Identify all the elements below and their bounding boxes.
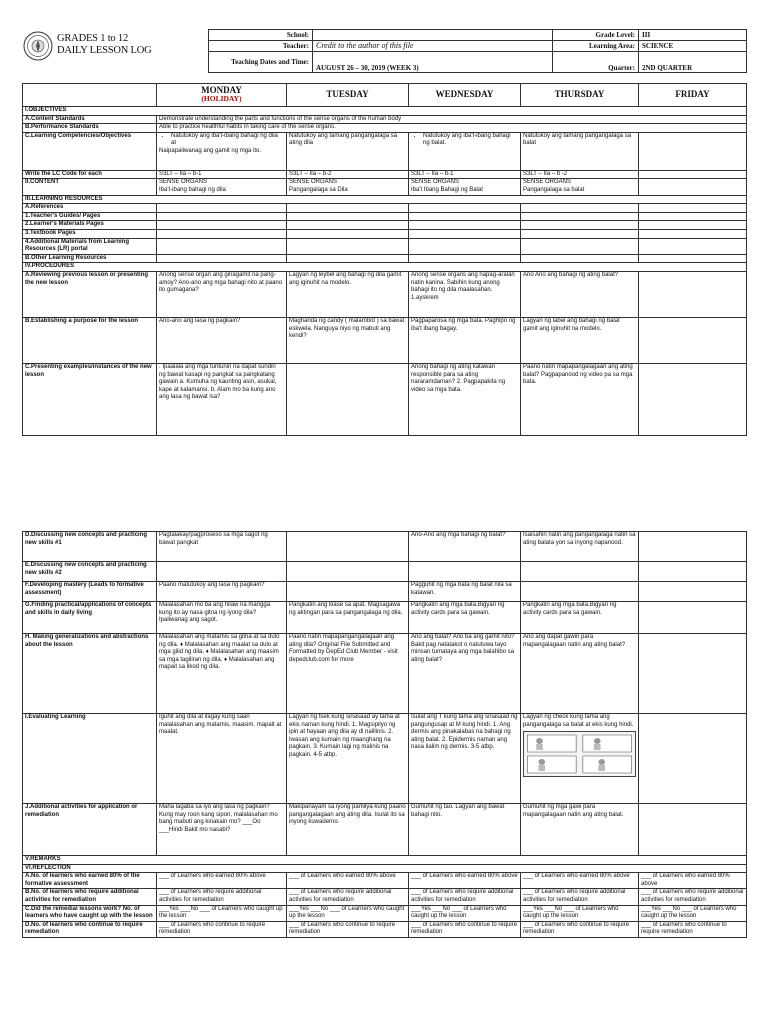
empty-cell [157, 221, 287, 230]
reflection-d-thursday: ___ of Learners who continue to require remediation [521, 921, 639, 937]
generalizations-tuesday: Paano natin mapapangangalagaan ang ating dila? Original File Submitted and Formatted by DepEd Club Member - visit depedclub.com for more [287, 634, 409, 714]
reflection-a-label: A.No. of learners who earned 80% of the formative assessment [23, 873, 157, 889]
reflection-b-label: B.No. of learners who require additional activities for remediation [23, 889, 157, 905]
additional-materials-label: 4.Additional Materials from Learning Resources (LR) portal [23, 238, 157, 254]
empty-cell [521, 562, 639, 582]
competencies-monday-item: • Natutukoy ang iba't-ibang bahagi ng dila at [171, 133, 284, 148]
reflection-d-monday: ___ of Learners who continue to require remediation [157, 921, 287, 937]
evaluating-thursday [521, 714, 639, 804]
mastery-friday [639, 582, 747, 602]
evaluating-thursday-text: Lagyan ng check kung tama ang pangangalaga sa balat at ekis kung hindi. [523, 714, 634, 728]
quarter-value: 2ND QUARTER [639, 52, 747, 73]
reflection-c-friday: ___Yes ___No ___ of Learners who caught up the lesson [639, 905, 747, 921]
empty-cell [639, 238, 747, 254]
discuss2-label: E.Discussing new concepts and practicing new skills #2 [23, 562, 157, 582]
content-wednesday-topic: SENSE ORGANS [411, 179, 460, 186]
reflection-c-tuesday: ___Yes ___No ___ of Learners who caught up the lesson [287, 905, 409, 921]
applications-monday: Malalasahan mo ba ang hilaw na mangga kung ito ay nasa gitna ng iyong dila? Ipaliwanag ang sagot. [157, 602, 287, 634]
title-line-1: GRADES 1 to 12 [57, 33, 128, 44]
applications-label: G.Finding practical/applications of concepts and skills in daily living [23, 602, 157, 634]
section-objectives: I.OBJECTIVES [23, 107, 747, 116]
teacher-label: Teacher: [209, 41, 313, 52]
empty-cell [157, 238, 287, 254]
reflection-b-monday: ___ of Learners who require additional activities for remediation [157, 889, 287, 905]
mastery-wednesday: Pagguhit ng mga bata ng balat nila sa katawan. [409, 582, 521, 602]
lc-code-monday: S3LT – IIa – b-1 [157, 170, 287, 179]
competencies-wednesday [409, 132, 521, 170]
reflection-a-monday: ___ of Learners who earned 80% above [157, 873, 287, 889]
empty-cell [157, 254, 287, 263]
mastery-thursday [521, 582, 639, 602]
empty-cell [409, 212, 521, 221]
reflection-a-tuesday: ___ of Learners who earned 80% above [287, 873, 409, 889]
references-label: A.References [23, 204, 157, 213]
additional-friday [639, 804, 747, 856]
competencies-wednesday-item: • Natutukoy ang iba't-ibang bahagi ng balat. [423, 133, 518, 148]
empty-cell [287, 212, 409, 221]
empty-cell [639, 562, 747, 582]
day-header-thursday: THURSDAY [521, 84, 639, 107]
quarter-label: Quarter: [553, 52, 639, 73]
empty-cell [287, 562, 409, 582]
header-info-table [208, 29, 747, 73]
competencies-label: C.Learning Competencies/Objectives [23, 132, 157, 170]
review-thursday: Ano Ano ang bahagi ng ating balat? [521, 271, 639, 317]
deped-seal-icon [23, 31, 53, 61]
competencies-monday [157, 132, 287, 170]
empty-cell [287, 229, 409, 238]
empty-cell [157, 212, 287, 221]
empty-cell [409, 204, 521, 213]
evaluating-wednesday: Isulat ang T kung tama ang sinasaad ng pangungusap at M kung hindi. 1. Ang dermis ang pinakalabas na bahagi ng ating balat. 2. Epidermis naman ang nasa ilalim ng dermis. 3-5 atbp. [409, 714, 521, 804]
empty-cell [287, 204, 409, 213]
presenting-friday [639, 363, 747, 435]
lesson-log-table-page2 [22, 531, 747, 938]
empty-cell [639, 254, 747, 263]
reflection-b-tuesday: ___ of Learners who require additional activities for remediation [287, 889, 409, 905]
content-tuesday [287, 179, 409, 195]
reflection-a-wednesday: ___ of Learners who earned 80% above [409, 873, 521, 889]
textbook-pages-label: 3.Textbook Pages [23, 229, 157, 238]
presenting-monday: . Ipaalala ang mga tuntunin na dapat sundin ng bawat kasapi ng pangkat sa pangkatang gawain a. Kumuha ng kaunting asin, asukal, kape at kalamansi. b. Alam mo ba kung ano ang lasa ng bawat isa? [157, 363, 287, 435]
lc-code-friday [639, 170, 747, 179]
performance-standards-value: Able to practice healthful habits in taking care of the sense organs. [157, 124, 747, 133]
presenting-wednesday: Anong bahagi ng ating katawan responsible para sa ating nararamdaman? 2. Pagpapakita ng video sa mga bata. [409, 363, 521, 435]
discuss1-label: D.Discussing new concepts and practicing new skills #1 [23, 532, 157, 562]
empty-cell [639, 229, 747, 238]
empty-cell [287, 238, 409, 254]
applications-tuesday: Pangkatin ang klase sa apat. Magsagawa ng aktingan para sa pangangalaga ng dila. [287, 602, 409, 634]
dates-value: AUGUST 26 – 30, 2019 (WEEK 3) [313, 52, 553, 73]
competencies-thursday: Natutukoy ang tamang pangangalaga sa balat [521, 132, 639, 170]
empty-cell [639, 204, 747, 213]
empty-cell [409, 254, 521, 263]
review-friday [639, 271, 747, 317]
generalizations-friday [639, 634, 747, 714]
empty-cell [521, 254, 639, 263]
reflection-a-friday: ___ of Learners who earned 80% above [639, 873, 747, 889]
learners-materials-label: 2.Learner's Materials Pages [23, 221, 157, 230]
additional-label: J.Additional activities for application or remediation [23, 804, 157, 856]
discuss1-wednesday: Ano-Ano ang mga bahagi ng balat? [409, 532, 521, 562]
purpose-tuesday: Maghanda ng candy ( malambot ) sa bawat eskwela. Nanguya niyo ng mabuti ang kendi? [287, 317, 409, 363]
learning-area-label: Learning Area: [553, 41, 639, 52]
content-friday [639, 179, 747, 195]
additional-wednesday: Gumuhit ng tao. Lagyan ang bawat bahagi nito. [409, 804, 521, 856]
content-standards-label: A.Content Standards [23, 115, 157, 124]
purpose-wednesday: Pagpaparosa ng mga bata. Paghipo ng iba't ibang bagay. [409, 317, 521, 363]
reflection-d-tuesday: ___ of Learners who continue to require remediation [287, 921, 409, 937]
section-reflection: VI.REFLECTION [23, 864, 747, 873]
evaluating-tuesday: Lagyan ng tsek kung sinasaad ay tama at ekis naman kung hindi. 1. Magsipilyo ng ipin at hayaan ang dila ay di nalilinis. 2. Iwasan ang kumain ng maanghang na pagkain. 3. Kumain lagi ng malinis na pagkain. 4-5 atbp. [287, 714, 409, 804]
performance-standards-label: B.Performance Standards [23, 124, 157, 133]
additional-thursday: Gumuhit ng mga gawi para mapangalagaan natin ang ating balat. [521, 804, 639, 856]
evaluating-monday: Iguhit ang dila at ilagay kung saan malalasahan ang matamis, maasim, mapait at maalat. [157, 714, 287, 804]
lc-code-label: Write the LC Code for each [23, 170, 157, 179]
review-monday: Anong sense organ ang ginagamit na pang-amoy? Ano-ano ang mga bahagi nito at paano ito gumagana? [157, 271, 287, 317]
purpose-friday [639, 317, 747, 363]
content-monday [157, 179, 287, 195]
reflection-b-thursday: ___ of Learners who require additional activities for remediation [521, 889, 639, 905]
section-learning-resources: III.LEARNING RESOURCES [23, 195, 747, 204]
teacher-value: Credit to the author of this file [313, 41, 553, 52]
reflection-d-friday: ___ of Learners who continue to require remediation [639, 921, 747, 937]
section-remarks: V.REMARKS [23, 856, 747, 865]
content-thursday-subtopic: Pangangalaga sa balat [523, 186, 585, 193]
learning-area-value: SCIENCE [639, 41, 747, 52]
discuss1-friday [639, 532, 747, 562]
generalizations-label: H. Making generalizations and abstractions about the lesson [23, 634, 157, 714]
form-title [57, 33, 152, 57]
school-label: School: [209, 30, 313, 41]
empty-cell [157, 562, 287, 582]
additional-tuesday: Makipanayam sa iyong pamilya kung paano pangangalagaan ang ating dila. Isulat ito sa inyong kuwaderno. [287, 804, 409, 856]
reflection-b-friday: ___ of Learners who require additional activities for remediation [639, 889, 747, 905]
empty-cell [287, 254, 409, 263]
competencies-tuesday: Natutukoy ang tamang pangangalaga sa ating dila [287, 132, 409, 170]
presenting-label: C.Presenting examples/instances of the new lesson [23, 363, 157, 435]
generalizations-wednesday: Ano ang balat? Ano ba ang gamit nito? Bakit pag natatakot o natutuwa tayo minsan tumataya ang mga balahibo sa ating balat? [409, 634, 521, 714]
reflection-c-monday: ___Yes ___No ___ of Learners who caught up the lesson [157, 905, 287, 921]
purpose-label: B.Establishing a purpose for the lesson [23, 317, 157, 363]
content-thursday [521, 179, 639, 195]
content-monday-topic: SENSE ORGANS [159, 179, 208, 186]
empty-cell [521, 229, 639, 238]
evaluating-label: I.Evaluating Learning [23, 714, 157, 804]
grade-level-label: Grade Level: [553, 30, 639, 41]
empty-cell [157, 229, 287, 238]
presenting-tuesday [287, 363, 409, 435]
day-header-monday [157, 84, 287, 107]
mastery-tuesday [287, 582, 409, 602]
mastery-label: F.Developing mastery (Leads to formative assessment) [23, 582, 157, 602]
content-standards-value: Demonstrate understanding the parts and functions of the sense organs of the human body [157, 115, 747, 124]
competencies-friday [639, 132, 747, 170]
review-label: A.Reviewing previous lesson or presenting the new lesson [23, 271, 157, 317]
empty-cell [409, 238, 521, 254]
applications-thursday: Pangkatin ang mga bata.Bigyan ng activity cards para sa gawain. [521, 602, 639, 634]
empty-cell [639, 212, 747, 221]
lesson-log-table-page1 [22, 83, 747, 436]
lc-code-tuesday: S3LT – IIa – b-2 [287, 170, 409, 179]
review-wednesday: Anong sense organs ang napag-aralan natin kanina. Sabihin kung anong bahagi ito ng dila maalasahan. 1.ayskrem [409, 271, 521, 317]
empty-cell [521, 204, 639, 213]
empty-cell [521, 221, 639, 230]
reflection-d-wednesday: ___ of Learners who continue to require remediation [409, 921, 521, 937]
empty-cell [409, 221, 521, 230]
lc-code-wednesday: S3LT – IIa – b-1 [409, 170, 521, 179]
presenting-thursday: Paano natin mapapangalagaan ang ating balat? Pagpapanood ng video pa sa mga bata. [521, 363, 639, 435]
section-procedures: IV.PROCEDURES [23, 263, 747, 272]
reflection-c-label: C.Did the remedial lessons work? No. of learners who have caught up with the lesson [23, 905, 157, 921]
other-resources-label: B.Other Learning Resources [23, 254, 157, 263]
empty-cell [157, 204, 287, 213]
day-header-tuesday: TUESDAY [287, 84, 409, 107]
monday-label: MONDAY [201, 85, 242, 96]
day-header-friday: FRIDAY [639, 84, 747, 107]
reflection-c-wednesday: ___Yes ___No ___ of Learners who caught up the lesson [409, 905, 521, 921]
content-monday-subtopic: Iba't-ibang bahagi ng dila [159, 186, 226, 193]
additional-monday: Maha lagaba sa iyo ang lasa ng pagkain? Kung may roon kang sipon, malalasahan mo bang mabuti ang kinakain mo? ___Oo ___Hindi Bakit mo nasabi? [157, 804, 287, 856]
mastery-monday: Paano matutukoy ang lasa ng pagkain? [157, 582, 287, 602]
evaluation-worksheet-image [523, 731, 636, 777]
content-wednesday-subtopic: Iba't Ibang Bahagi ng Balat [411, 186, 483, 193]
empty-cell [409, 229, 521, 238]
discuss1-tuesday [287, 532, 409, 562]
lc-code-thursday: S3LT – IIa – b -2 [521, 170, 639, 179]
content-wednesday [409, 179, 521, 195]
content-thursday-topic: SENSE ORGANS [523, 179, 572, 186]
generalizations-monday: Malalasahan ang matamis sa gitna at sa dulo ng dila. ♦ Malalasahan ang maalat sa dulo at mga gilid ng dila. ♦ Malalasahan ang maasim sa mga tagiliran ng dila. ♦ Malalasahan ang mapait sa likod ng dila. [157, 634, 287, 714]
school-value [313, 30, 553, 41]
reflection-a-thursday: ___ of Learners who earned 80% above [521, 873, 639, 889]
empty-cell [521, 212, 639, 221]
reflection-b-wednesday: ___ of Learners who require additional activities for remediation [409, 889, 521, 905]
evaluating-friday [639, 714, 747, 804]
worksheet-illustration [524, 732, 635, 776]
reflection-d-label: D.No. of learners who continue to require remediation [23, 921, 157, 937]
review-tuesday: Lagyan ng leybel ang bahagi ng dila gamit ang iginuhit na modelo. [287, 271, 409, 317]
purpose-thursday: Lagyan ng label ang bahagi ng balat gamit ang iginuhit na modelo. [521, 317, 639, 363]
empty-cell [521, 238, 639, 254]
corner-cell [23, 84, 157, 107]
content-label: II.CONTENT [23, 179, 157, 195]
grade-level-value: III [639, 30, 747, 41]
content-tuesday-subtopic: Pangangalaga sa Dila [289, 186, 348, 193]
purpose-monday: Ano-ano ang lasa ng pagkain? [157, 317, 287, 363]
discuss1-thursday: Isaisahin natin ang pangangalaga natin sa ating balata yon sa inyong napanood. [521, 532, 639, 562]
content-tuesday-topic: SENSE ORGANS [289, 179, 338, 186]
empty-cell [639, 221, 747, 230]
teachers-guides-label: 1.Teacher's Guides/ Pages [23, 212, 157, 221]
applications-friday [639, 602, 747, 634]
competencies-monday-extra: Naipapaliwanag ang gamit ng mga ito. [159, 147, 262, 154]
dates-label: Teaching Dates and Time: [209, 52, 313, 73]
day-header-wednesday: WEDNESDAY [409, 84, 521, 107]
holiday-note: (HOLIDAY) [201, 94, 242, 103]
reflection-c-thursday: ___Yes ___No ___ of Learners who caught up the lesson [521, 905, 639, 921]
discuss1-monday: Pagtalakay/pagproseso sa mga sagot ng bawat pangkat [157, 532, 287, 562]
empty-cell [409, 562, 521, 582]
generalizations-thursday: Ano ang dapat gawin para mapangalagaan natin ang ating balat? [521, 634, 639, 714]
empty-cell [287, 221, 409, 230]
applications-wednesday: Pangkatin ang mga bata.Bigyan ng activity cards para sa gawain. [409, 602, 521, 634]
title-line-2: DAILY LESSON LOG [57, 45, 152, 56]
